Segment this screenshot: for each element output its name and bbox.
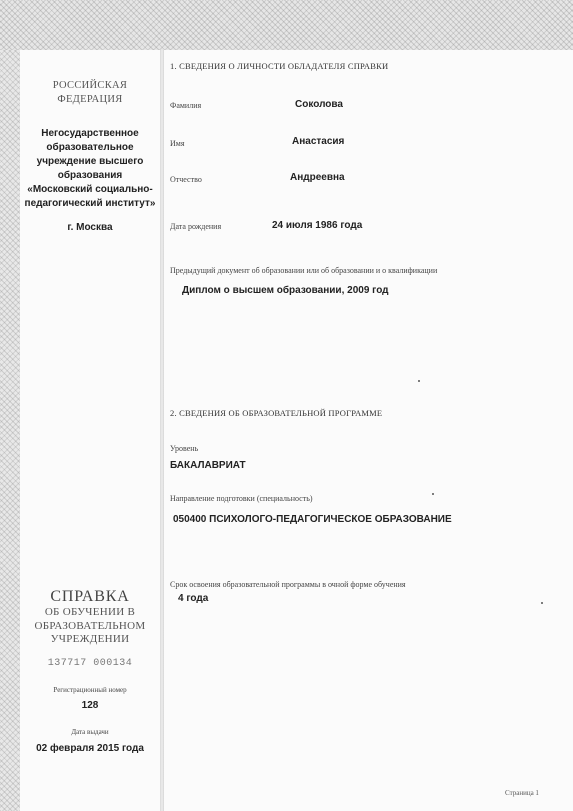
level-value: БАКАЛАВРИАТ <box>170 460 246 471</box>
scan-speck <box>418 380 420 382</box>
decorative-left-border <box>0 50 20 811</box>
country-line-2: ФЕДЕРАЦИЯ <box>57 94 123 105</box>
issuer-panel <box>20 50 160 811</box>
patronymic-value: Андреевна <box>290 172 345 183</box>
level-label: Уровень <box>170 444 199 453</box>
subtitle-line: ОБРАЗОВАТЕЛЬНОМ <box>34 619 146 632</box>
org-line: Негосударственное <box>41 128 139 139</box>
org-line: педагогический институт» <box>24 198 156 209</box>
duration-value: 4 года <box>178 593 209 604</box>
serial-number: 137717 000134 <box>47 658 133 669</box>
country-name <box>20 79 160 107</box>
organization-name <box>24 127 156 211</box>
page-fold-line <box>160 50 164 811</box>
scan-speck <box>541 602 543 604</box>
reg-number-label: Регистрационный номер <box>53 686 127 694</box>
country-line-1: РОССИЙСКАЯ <box>52 80 128 91</box>
prev-doc-value: Диплом о высшем образовании, 2009 год <box>182 285 389 296</box>
subtitle-line: ОБ ОБУЧЕНИИ В <box>44 606 136 618</box>
name-value: Анастасия <box>292 136 345 147</box>
scan-speck <box>432 493 434 495</box>
issue-date-label: Дата выдачи <box>71 728 109 736</box>
surname-value: Соколова <box>295 99 343 110</box>
document-title: СПРАВКА <box>50 588 130 605</box>
org-line: «Московский социально- <box>27 184 153 195</box>
birth-date-value: 24 июля 1986 года <box>272 220 363 231</box>
document-subtitle <box>20 606 160 647</box>
section1-heading: 1. СВЕДЕНИЯ О ЛИЧНОСТИ ОБЛАДАТЕЛЯ СПРАВКИ <box>170 61 389 71</box>
direction-label: Направление подготовки (специальность) <box>170 494 313 503</box>
decorative-top-border <box>0 0 573 50</box>
issue-date: 02 февраля 2015 года <box>36 743 144 754</box>
surname-label: Фамилия <box>170 101 202 110</box>
name-label: Имя <box>170 139 185 148</box>
org-line: учреждение высшего <box>36 156 144 167</box>
certificate-body <box>170 50 560 811</box>
city: г. Москва <box>67 222 113 233</box>
prev-doc-label: Предыдущий документ об образовании или об образовании и о квалификации <box>170 266 438 275</box>
patronymic-label: Отчество <box>170 175 202 184</box>
org-line: образования <box>57 170 123 181</box>
birth-date-label: Дата рождения <box>170 222 222 231</box>
page-number: Страница 1 <box>505 789 539 797</box>
direction-value: 050400 ПСИХОЛОГО-ПЕДАГОГИЧЕСКОЕ ОБРАЗОВАНИЕ <box>173 514 452 525</box>
section2-heading: 2. СВЕДЕНИЯ ОБ ОБРАЗОВАТЕЛЬНОЙ ПРОГРАММЕ <box>170 408 383 418</box>
subtitle-line: УЧРЕЖДЕНИИ <box>50 633 130 645</box>
duration-label: Срок освоения образовательной программы в очной форме обучения <box>170 580 406 589</box>
org-line: образовательное <box>46 142 134 153</box>
reg-number: 128 <box>81 700 99 711</box>
